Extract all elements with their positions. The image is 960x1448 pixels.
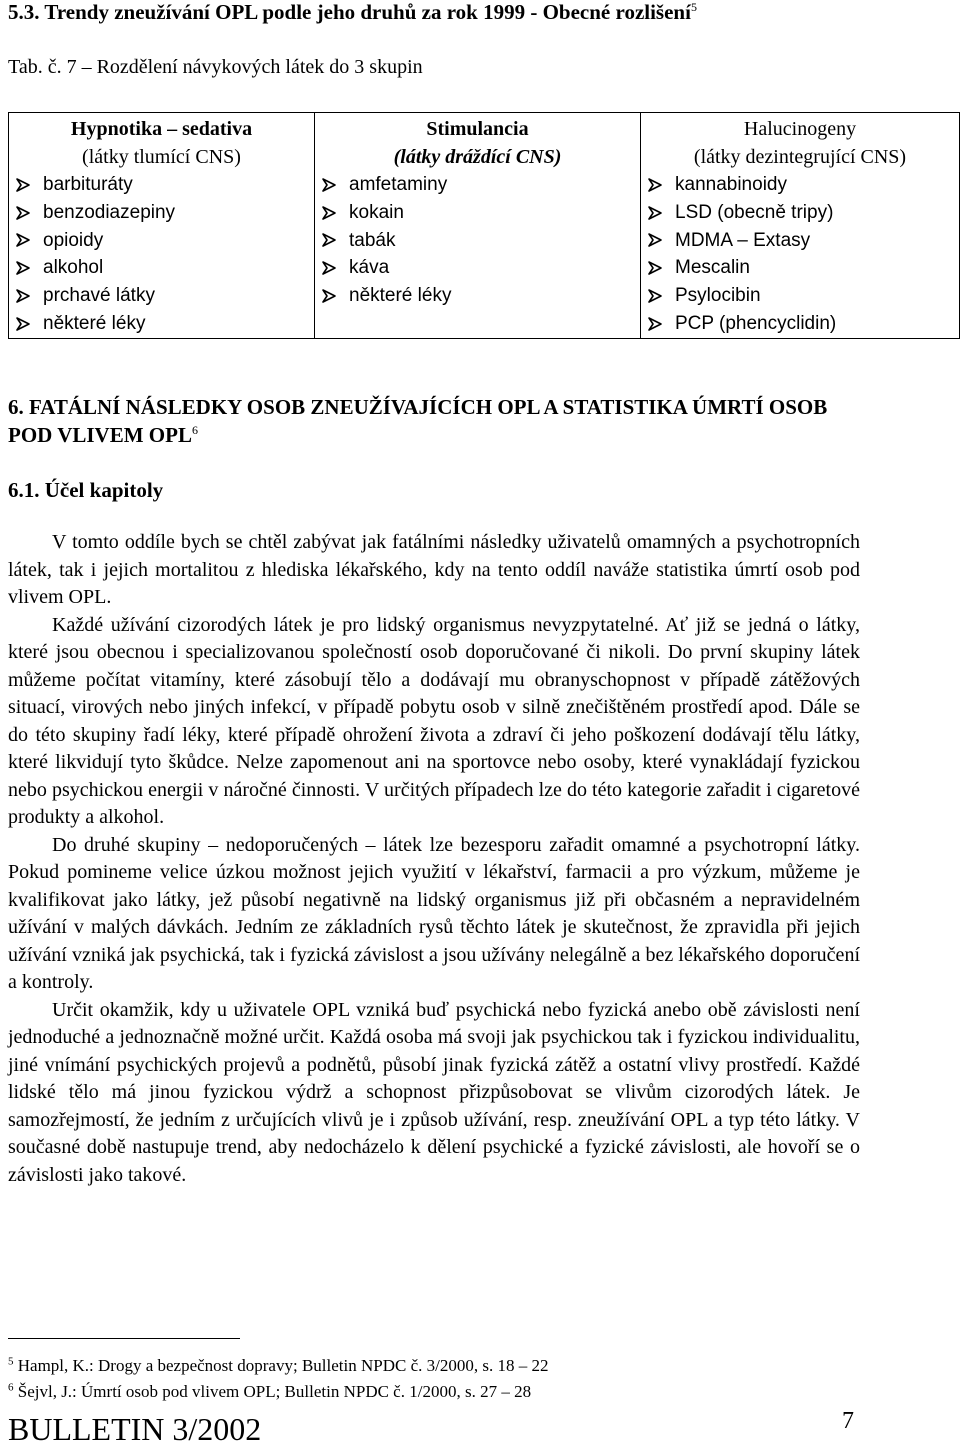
list-item: tabák	[321, 227, 634, 255]
footnote-number: 5	[8, 1355, 14, 1368]
paragraph: Každé užívání cizorodých látek je pro lidský organismus nevyzpytatelné. Ať již se jedná o látky, které jsou obecnou i specializovanou společností osob doporučované či nikoli. Do první skupiny látek můžeme počítat vitamíny, které zásobují tělo a dodávají mu obranyschopnost v případě zátěžových situací, virových nebo jiných infekcí, v případě pobytu osob v silně znečištěném prostředí apod. Dále se do této skupiny řadí léky, které případě ohrožení života a zdraví či jeho poškození dodávají tělu látky, které likvidují tyto škůdce. Nelze zapomenout ani na sportovce nebo osoby, které vynakládají fyzickou nebo psychickou energii v náročné činnosti. V určitých případech lze do této kategorie zařadit i cigaretové produkty a alkohol.	[8, 613, 860, 828]
section-title: 5.3. Trendy zneužívání OPL podle jeho druhů za rok 1999 - Obecné rozlišení	[8, 0, 691, 24]
paragraph: Určit okamžik, kdy u uživatele OPL vzniká buď psychická nebo fyzická anebo obě závislosti není jednoduché a jednoznačně možné určit. Každá osoba má svoji jak psychickou tak i fyzickou individualitu, jiné vnímání psychických projevů a podnětů, působí jinak fyzická zátěž a ostatní vlivy prostředí. Každé lidské tělo má jinou fyzickou výdrž a schopnost přizpůsobovat se vlivům cizorodých látek. Je samozřejmostí, že jedním z určujících vlivů je i způsob užívání, resp. zneužívání OPL a typ této látky. V současné době nastupuje trend, aby nedocházelo k dělení psychické a fyzické závislosti, ale hovoří se o závislosti jako takové.	[8, 998, 860, 1186]
arrow-bullet-icon	[647, 177, 675, 193]
arrow-bullet-icon	[647, 232, 675, 248]
paragraph: Do druhé skupiny – nedoporučených – látek lze bezesporu zařadit omamné a psychotropní látky. Pokud pomineme velice úzkou možnost jejich využití v lékařství, farmacii a pro výzkum, můžeme je kvalifikovat jako látky, jež působí negativně na lidský organismus již při občasném a nepravidelném užívání v malých dávkách. Jedním ze základních rysů těchto látek je skutečnost, že zpravidla při jejich užívání vzniká jak psychická, tak i fyzická závislost a jsou užívány nelegálně a bez lékařského doporučení a kontroly.	[8, 833, 860, 993]
arrow-bullet-icon	[647, 260, 675, 276]
column-title: Hypnotika – sedativa	[70, 118, 253, 140]
column-subtitle: (látky tlumící CNS)	[82, 146, 241, 168]
paragraph: V tomto oddíle bych se chtěl zabývat jak fatálními následky uživatelů omamných a psychotropních látek, tak i jejich mortalitou z hlediska lékařského, kdy na tento oddíl naváže statistika úmrtí osob pod vlivem OPL.	[8, 531, 860, 608]
publication-name: BULLETIN 3/2002	[8, 1411, 262, 1447]
arrow-bullet-icon	[321, 205, 349, 221]
list-item: Psylocibin	[647, 282, 953, 310]
arrow-bullet-icon	[15, 177, 43, 193]
column-subtitle: (látky dezintegrující CNS)	[693, 146, 907, 168]
column-header	[15, 115, 308, 171]
table-column-hallucinogens	[641, 113, 960, 339]
chapter-title: 6. FATÁLNÍ NÁSLEDKY OSOB ZNEUŽÍVAJÍCÍCH OPL A STATISTIKA ÚMRTÍ OSOB POD VLIVEM OPL	[8, 395, 828, 447]
list-item: kannabinoidy	[647, 171, 953, 199]
arrow-bullet-icon	[321, 260, 349, 276]
item-list	[15, 171, 308, 338]
arrow-bullet-icon	[15, 316, 43, 332]
footnote-text: Šejvl, J.: Úmrtí osob pod vlivem OPL; Bulletin NPDC č. 1/2000, s. 27 – 28	[17, 1382, 532, 1401]
chapter-heading	[8, 393, 828, 449]
list-item: Mescalin	[647, 254, 953, 282]
footnote-separator	[8, 1338, 240, 1339]
list-item: káva	[321, 254, 634, 282]
column-header	[321, 115, 634, 171]
body-text	[8, 529, 860, 1189]
footnote-text: Hampl, K.: Drogy a bezpečnost dopravy; Bulletin NPDC č. 3/2000, s. 18 – 22	[17, 1356, 549, 1375]
subchapter-heading: 6.1. Účel kapitoly	[8, 478, 164, 502]
arrow-bullet-icon	[321, 288, 349, 304]
arrow-bullet-icon	[647, 288, 675, 304]
arrow-bullet-icon	[647, 316, 675, 332]
footnote-ref-5: 5	[690, 0, 697, 14]
section-heading	[8, 0, 697, 25]
table-column-stimulants	[315, 113, 641, 339]
list-item: některé léky	[321, 282, 634, 310]
table-caption: Tab. č. 7 – Rozdělení návykových látek do 3 skupin	[8, 56, 423, 78]
list-item: amfetaminy	[321, 171, 634, 199]
list-item: PCP (phencyclidin)	[647, 310, 953, 338]
arrow-bullet-icon	[15, 260, 43, 276]
list-item: LSD (obecně tripy)	[647, 199, 953, 227]
column-subtitle: (látky dráždící CNS)	[393, 146, 562, 168]
arrow-bullet-icon	[15, 232, 43, 248]
arrow-bullet-icon	[321, 232, 349, 248]
footnote	[8, 1356, 548, 1376]
substance-groups-table	[8, 112, 960, 339]
column-title: Stimulancia	[426, 118, 529, 140]
footnote	[8, 1382, 531, 1402]
footnote-ref-6: 6	[191, 423, 198, 437]
list-item: barbituráty	[15, 171, 308, 199]
column-header	[647, 115, 953, 171]
item-list	[647, 171, 953, 338]
table-column-hypnotics	[9, 113, 315, 339]
footnote-number: 6	[8, 1381, 14, 1394]
arrow-bullet-icon	[647, 205, 675, 221]
list-item: MDMA – Extasy	[647, 227, 953, 255]
list-item: kokain	[321, 199, 634, 227]
arrow-bullet-icon	[15, 205, 43, 221]
arrow-bullet-icon	[15, 288, 43, 304]
column-title: Halucinogeny	[743, 118, 857, 140]
list-item: benzodiazepiny	[15, 199, 308, 227]
page-number: 7	[842, 1408, 854, 1434]
arrow-bullet-icon	[321, 177, 349, 193]
list-item: prchavé látky	[15, 282, 308, 310]
list-item: některé léky	[15, 310, 308, 338]
list-item: opioidy	[15, 227, 308, 255]
list-item: alkohol	[15, 254, 308, 282]
item-list	[321, 171, 634, 310]
